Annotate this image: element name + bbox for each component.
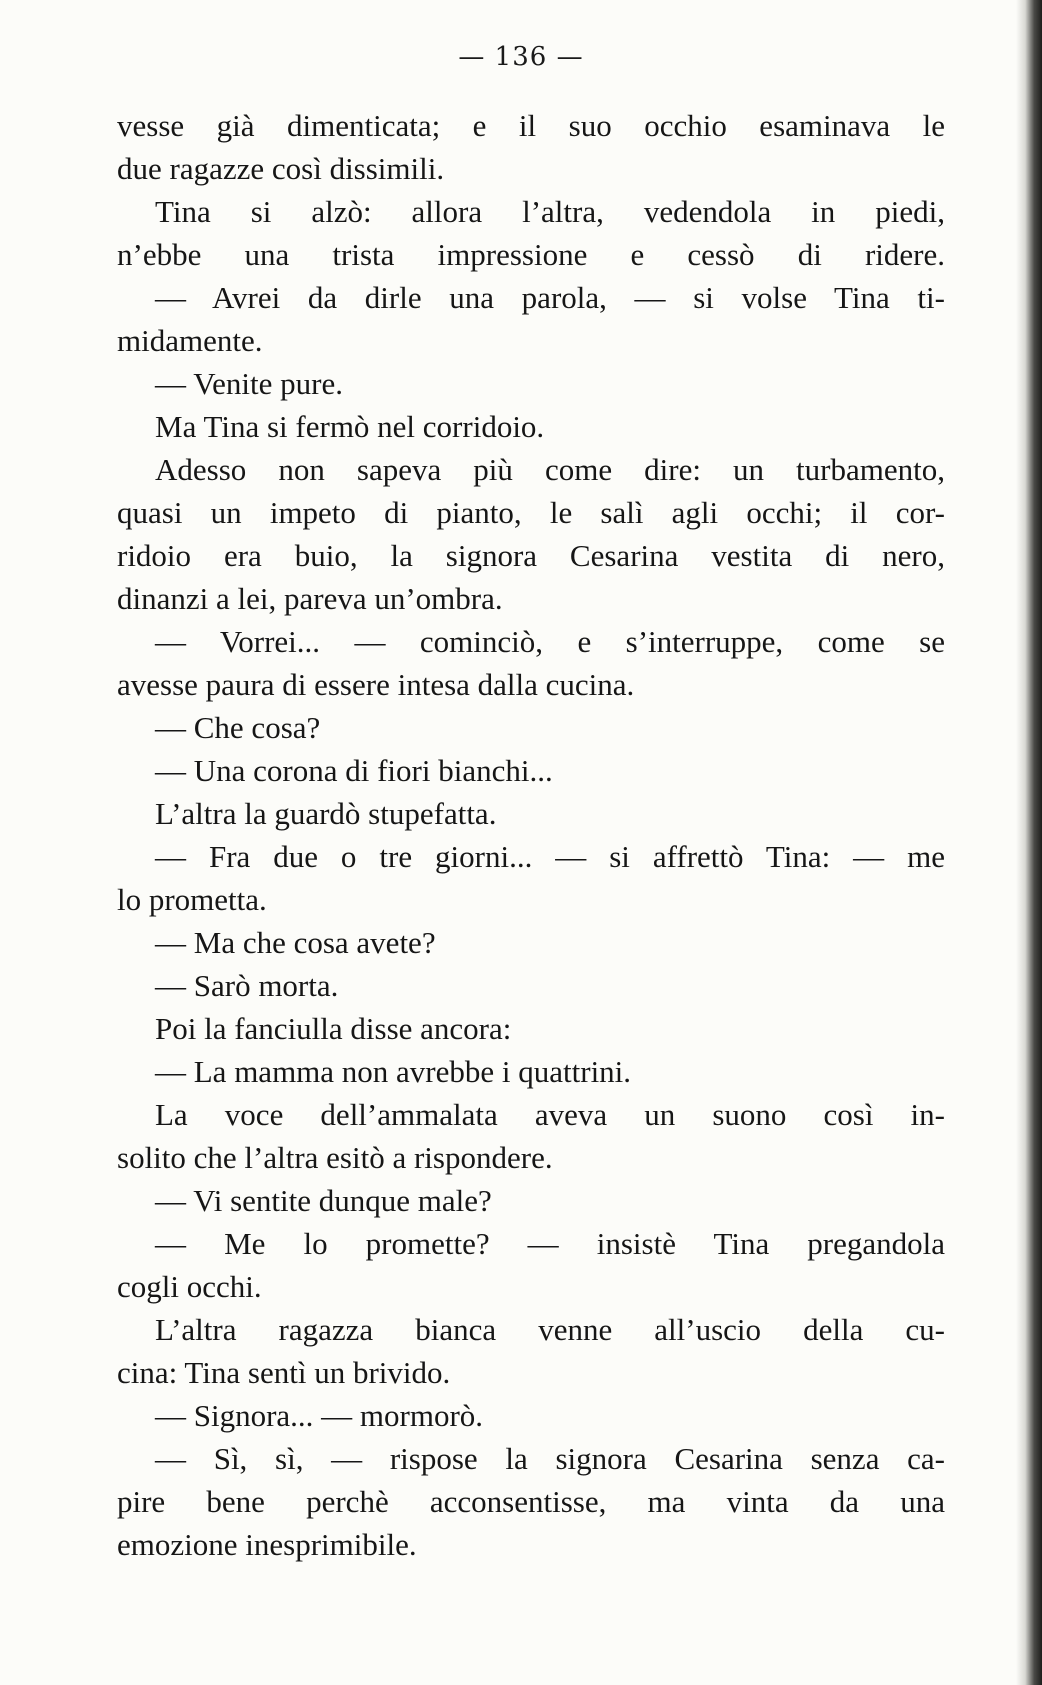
text-line: — Ma che cosa avete?	[155, 925, 436, 960]
text-line: due ragazze così dissimili.	[117, 151, 445, 186]
text-line: solito che l’altra esitò a rispondere.	[117, 1140, 553, 1175]
text-line: — Vorrei... — cominciò, e s’interruppe, come se	[155, 624, 945, 659]
text-line: — Che cosa?	[155, 710, 321, 745]
text-line: — Sarò morta.	[155, 968, 339, 1003]
text-line: lo prometta.	[117, 882, 267, 917]
text-line: L’altra la guardò stupefatta.	[155, 796, 497, 831]
text-line: cina: Tina sentì un brivido.	[117, 1355, 451, 1390]
text-line: Ma Tina si fermò nel corridoio.	[155, 409, 545, 444]
text-line: — Una corona di fiori bianchi...	[155, 753, 553, 788]
text-line: — Venite pure.	[155, 366, 343, 401]
text-line: — Me lo promette? — insistè Tina pregandola	[155, 1226, 945, 1261]
text-line: — La mamma non avrebbe i quattrini.	[155, 1054, 632, 1089]
text-line: avesse paura di essere intesa dalla cucina.	[117, 667, 635, 702]
text-line: — Avrei da dirle una parola, — si volse Tina ti-	[155, 280, 945, 315]
text-line: Tina si alzò: allora l’altra, vedendola in piedi,	[155, 194, 945, 229]
text-line: quasi un impeto di pianto, le salì agli occhi; il cor-	[117, 495, 945, 530]
text-line: — Fra due o tre giorni... — si affrettò Tina: — me	[155, 839, 945, 874]
text-line: — Sì, sì, — rispose la signora Cesarina senza ca-	[155, 1441, 945, 1476]
text-line: Adesso non sapeva più come dire: un turbamento,	[155, 452, 945, 487]
text-line: dinanzi a lei, pareva un’ombra.	[117, 581, 503, 616]
text-line: cogli occhi.	[117, 1269, 262, 1304]
text-line: Poi la fanciulla disse ancora:	[155, 1011, 512, 1046]
text-line: La voce dell’ammalata aveva un suono così in-	[155, 1097, 945, 1132]
page-edge-shadow	[1016, 0, 1042, 1685]
text-line: — Vi sentite dunque male?	[155, 1183, 492, 1218]
text-line: emozione inesprimibile.	[117, 1527, 417, 1562]
text-line: vesse già dimenticata; e il suo occhio esaminava le	[117, 108, 945, 143]
text-line: L’altra ragazza bianca venne all’uscio della cu-	[155, 1312, 945, 1347]
body-text	[117, 104, 945, 1566]
text-line: ridoio era buio, la signora Cesarina vestita di nero,	[117, 538, 945, 573]
text-line: — Signora... — mormorò.	[155, 1398, 484, 1433]
page-number: — 136 —	[458, 42, 584, 72]
text-line: n’ebbe una trista impressione e cessò di ridere.	[117, 237, 945, 272]
text-line: midamente.	[117, 323, 263, 358]
text-line: pire bene perchè acconsentisse, ma vinta da una	[117, 1484, 945, 1519]
